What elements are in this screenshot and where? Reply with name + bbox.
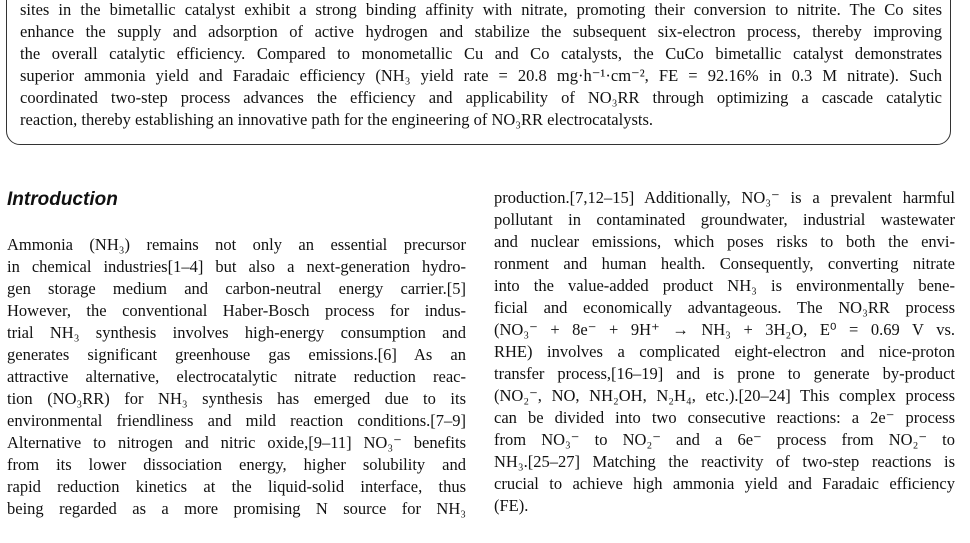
paragraph-line: (NO₂⁻, NO, NH₂OH, N₂H₄, etc.).[20–24] This complex process	[494, 386, 955, 405]
paragraph-line: ficial and economically advantageous. The NO₃RR process	[494, 298, 955, 317]
abstract-line: the overall catalytic efficiency. Compared to monometallic Cu and Co catalysts, the CuCo bimetallic catalyst demonstrates	[20, 44, 942, 63]
paragraph-line: (NO₃⁻ + 8e⁻ + 9H⁺ → NH₃ + 3H₂O, E⁰ = 0.69 V vs.	[494, 320, 955, 339]
paragraph-line: and nuclear emissions, which poses risks to both the envi-	[494, 232, 955, 251]
paragraph-line: production.[7,12–15] Additionally, NO₃⁻ is a prevalent harmful	[494, 188, 955, 207]
paragraph-line: being regarded as a more promising N source for NH₃	[7, 499, 466, 518]
abstract-line: superior ammonia yield and Faradaic efficiency (NH₃ yield rate = 20.8 mg·h⁻¹·cm⁻², FE = 92.16% in 0.3 M nitrate). Such	[20, 66, 942, 85]
paragraph-line: can be divided into two consecutive reactions: a 2e⁻ process	[494, 408, 955, 427]
paragraph-line: rapid reduction kinetics at the liquid-solid interface, thus	[7, 477, 466, 496]
paragraph-line: into the value-added product NH₃ is environmentally bene-	[494, 276, 955, 295]
paragraph-line: tion (NO₃RR) for NH₃ synthesis has emerged due to its	[7, 389, 466, 408]
section-heading: Introduction	[7, 189, 118, 210]
paragraph-line: from its lower dissociation energy, higher solubility and	[7, 455, 466, 474]
paragraph-line: RHE) involves a complicated eight-electron and nice-proton	[494, 342, 955, 361]
abstract-line: enhance the supply and adsorption of active hydrogen and stabilize the subsequent six-electron process, thereby improving	[20, 22, 942, 41]
paragraph-line: environmental friendliness and mild reaction conditions.[7–9]	[7, 411, 466, 430]
paragraph-line: NH₃.[25–27] Matching the reactivity of two-step reactions is	[494, 452, 955, 471]
paragraph-line: pollutant in contaminated groundwater, industrial wastewater	[494, 210, 955, 229]
paragraph-line: (FE).	[494, 496, 529, 515]
paragraph-line: Ammonia (NH₃) remains not only an essential precursor	[7, 235, 466, 254]
paragraph-line: transfer process,[16–19] and is prone to generate by-product	[494, 364, 955, 383]
paragraph-line: gen storage medium and carbon-neutral energy carrier.[5]	[7, 279, 466, 298]
paragraph-line: ronment and human health. Consequently, converting nitrate	[494, 254, 955, 273]
paragraph-line: crucial to achieve high ammonia yield and Faradaic efficiency	[494, 474, 955, 493]
paragraph-line: attractive alternative, electrocatalytic nitrate reduction reac-	[7, 367, 466, 386]
paragraph-line: trial NH₃ synthesis involves high-energy consumption and	[7, 323, 466, 342]
paragraph-line: Alternative to nitrogen and nitric oxide,[9–11] NO₃⁻ benefits	[7, 433, 466, 452]
abstract-line: sites in the bimetallic catalyst exhibit a strong binding affinity with nitrate, promoting their conversion to nitrite. The Co sites	[20, 0, 942, 19]
abstract-line: reaction, thereby establishing an innovative path for the engineering of NO₃RR electrocatalysts.	[20, 110, 654, 129]
paragraph-line: in chemical industries[1–4] but also a next-generation hydro-	[7, 257, 466, 276]
paragraph-line: generates significant greenhouse gas emissions.[6] As an	[7, 345, 466, 364]
paragraph-line: However, the conventional Haber-Bosch process for indus-	[7, 301, 466, 320]
abstract-line: coordinated two-step process advances the efficiency and applicability of NO₃RR through optimizing a cascade catalytic	[20, 88, 942, 107]
paragraph-line: from NO₃⁻ to NO₂⁻ and a 6e⁻ process from NO₂⁻ to	[494, 430, 955, 449]
